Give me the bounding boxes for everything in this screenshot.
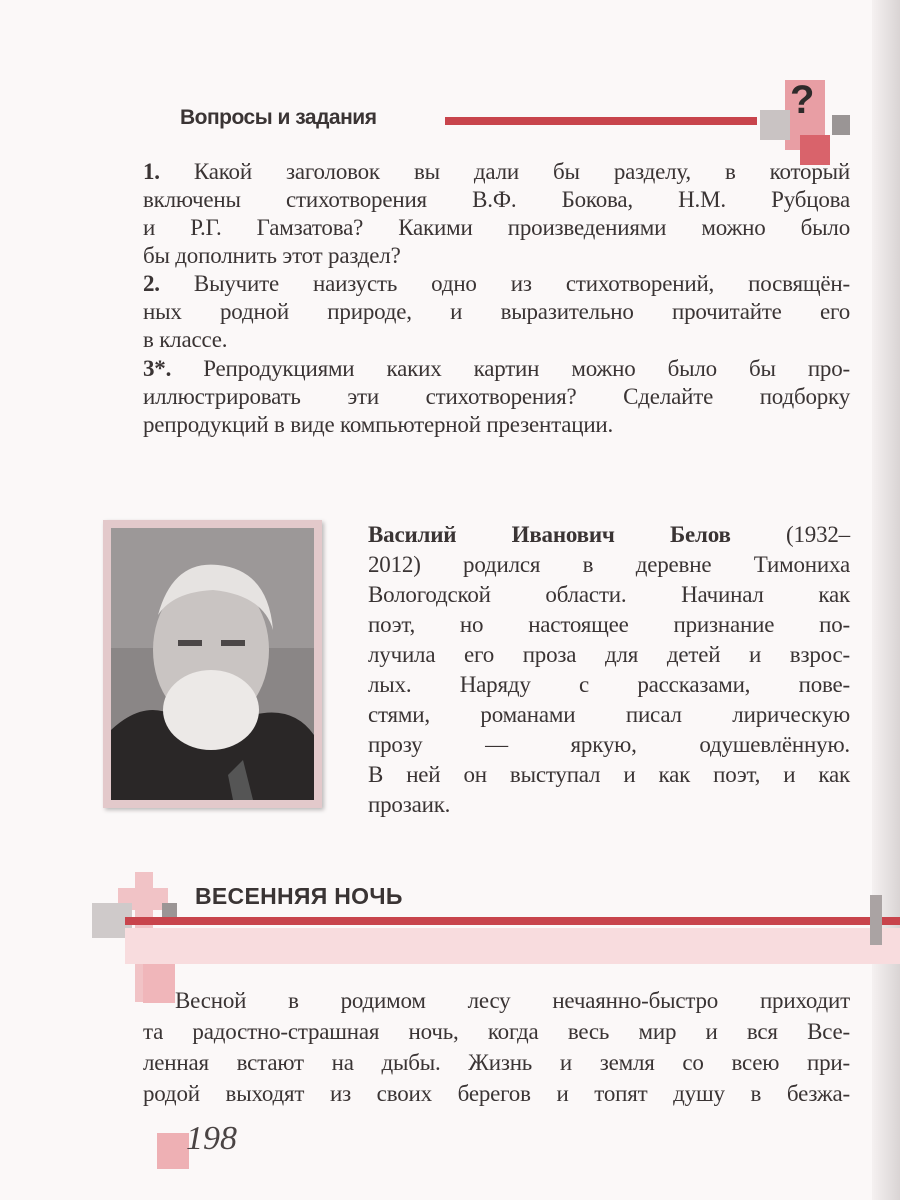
bio-line: стями, романами писал лирическую [368, 702, 850, 727]
bio-line: поэт, но настоящее признание по- [368, 612, 850, 637]
questions-heading: Вопросы и задания [180, 106, 377, 129]
bio-line: лых. Наряду с рассказами, пове- [368, 672, 850, 697]
bio-line: Вологодской области. Начинал как [368, 582, 850, 607]
page-gutter-shadow [872, 0, 900, 1200]
question-line: репродукций в виде компьютерной презентации. [143, 412, 614, 437]
question-line: и Р.Г. Гамзатова? Какими произведениями можно было [143, 215, 850, 240]
question-line: 1. Какой заголовок вы дали бы разделу, в который [143, 159, 850, 184]
heading-rule [445, 117, 757, 125]
bio-line: прозу — яркую, одушевлённую. [368, 732, 850, 757]
bio-line: В ней он выступал и как поэт, и как [368, 762, 850, 787]
text-line: та радостно-страшная ночь, когда весь мир и вся Все- [143, 1019, 850, 1044]
page-number-marker [157, 1133, 189, 1169]
text-line: ленная встают на дыбы. Жизнь и земля со всею при- [143, 1050, 850, 1075]
bio-line: лучила его проза для детей и взрос- [368, 642, 850, 667]
question-mark-icon: ? [790, 78, 815, 122]
author-name: Василий Иванович Белов [368, 522, 731, 547]
question-line: иллюстрировать эти стихотворения? Сделайте подборку [143, 384, 850, 409]
question-line: в классе. [143, 327, 228, 352]
question-line: ных родной природе, и выразительно прочитайте его [143, 299, 850, 324]
bio-line: прозаик. [368, 792, 451, 817]
text-line: Весной в родимом лесу нечаянно-быстро приходит [175, 988, 850, 1013]
bio-line: 2012) родился в деревне Тимониха [368, 552, 850, 577]
question-line: 3*. Репродукциями каких картин можно было бы про- [143, 356, 850, 381]
text-line: родой выходят из своих берегов и топят душу в безжа- [143, 1081, 850, 1106]
section-title: ВЕСЕННЯЯ НОЧЬ [195, 883, 403, 909]
question-line: 2. Выучите наизусть одно из стихотворений, посвящён- [143, 271, 850, 296]
question-line: бы дополнить этот раздел? [143, 243, 401, 268]
question-line: включены стихотворения В.Ф. Бокова, Н.М. Рубцова [143, 187, 850, 212]
page-number: 198 [186, 1120, 237, 1157]
bio-line: Василий Иванович Белов (1932– [368, 522, 850, 547]
author-portrait [103, 520, 322, 808]
